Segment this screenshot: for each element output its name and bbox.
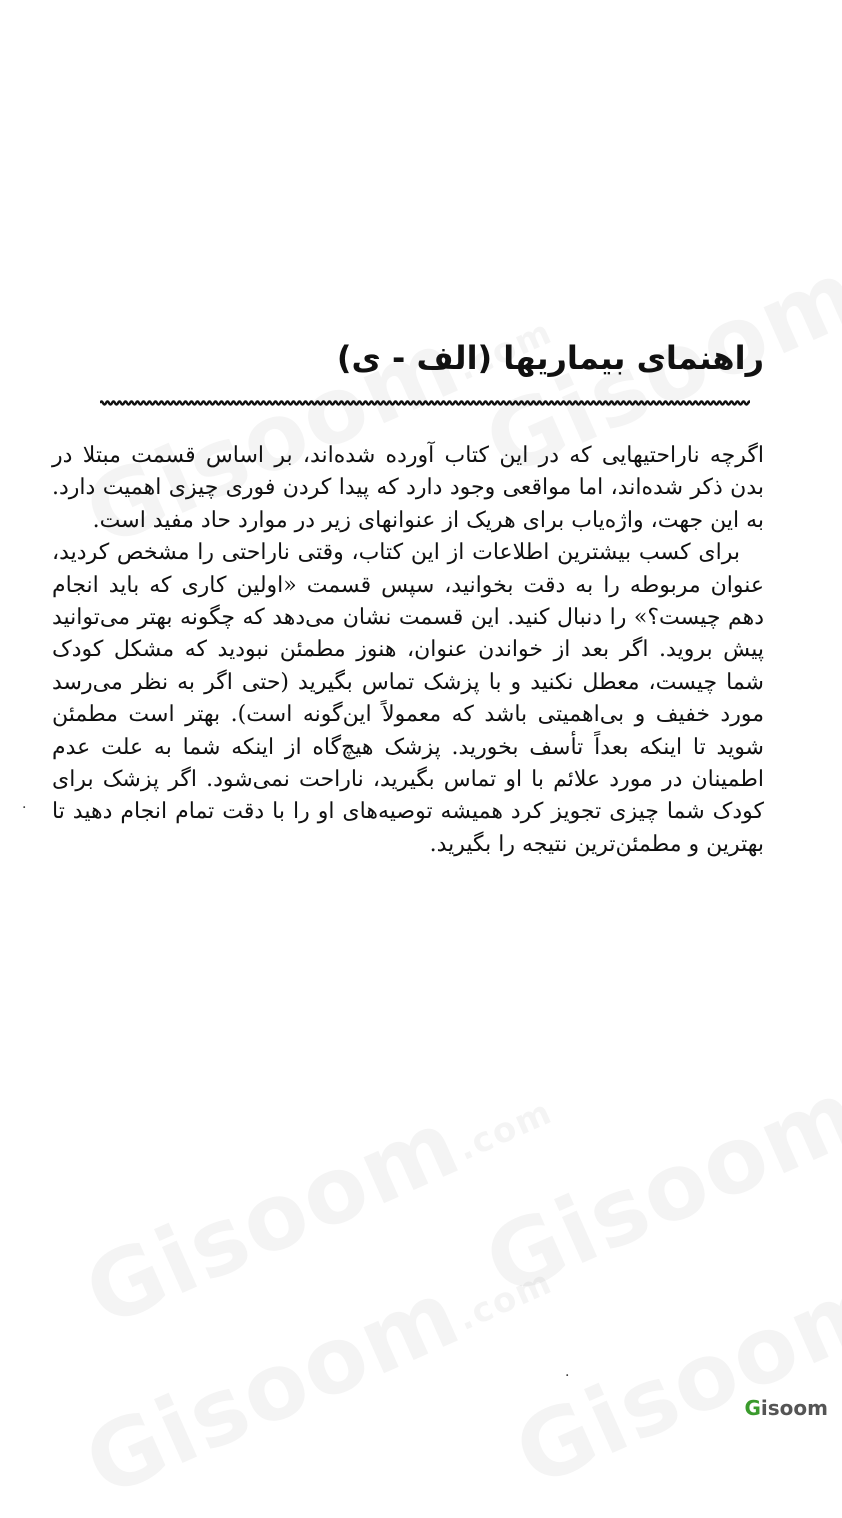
gisoom-logo: Gisoom <box>744 1396 828 1420</box>
wavy-rule <box>100 396 750 410</box>
body-text <box>52 440 764 861</box>
scan-speck: · <box>565 1368 570 1384</box>
paragraph-1: اگرچه ناراحتیهایی که در این کتاب آورده شده‌اند، بر اساس قسمت مبتلا در بدن ذکر شده‌اند، اما مواقعی وجود دارد که پیدا کردن فوری چیزی اهمیت دارد. به این جهت، واژه‌یاب برای هریک از عنوانهای زیر در موارد حاد مفید است. <box>52 443 764 533</box>
scan-speck: · <box>22 800 27 816</box>
page-title: راهنمای بیماریها (الف - ی) <box>336 339 764 377</box>
paragraph-2: برای کسب بیشترین اطلاعات از این کتاب، وقتی ناراحتی را مشخص کردید، عنوان مربوطه را به دقت بخوانید، سپس قسمت «اولین کاری که باید انجام دهم چیست؟» را دنبال کنید. این قسمت نشان می‌دهد که چگونه بهتر می‌توانید پیش بروید. اگر بعد از خواندن عنوان، هنوز مطمئن نبودید که مشکل کودک شما چیست، معطل نکنید و با پزشک تماس بگیرید (حتی اگر به نظر می‌رسد مورد خفیف و بی‌اهمیتی باشد که معمولاً این‌گونه است). بهتر است مطمئن شوید تا اینکه بعداً تأسف بخورید. پزشک هیچ‌گاه از اینکه شما به علت عدم اطمینان در مورد علائم با او تماس بگیرید، ناراحت نمی‌شود. اگر پزشک برای کودک شما چیزی تجویز کرد همیشه توصیه‌های او را با دقت تمام انجام دهید تا بهترین و مطمئن‌ترین نتیجه را بگیرید. <box>52 540 764 857</box>
